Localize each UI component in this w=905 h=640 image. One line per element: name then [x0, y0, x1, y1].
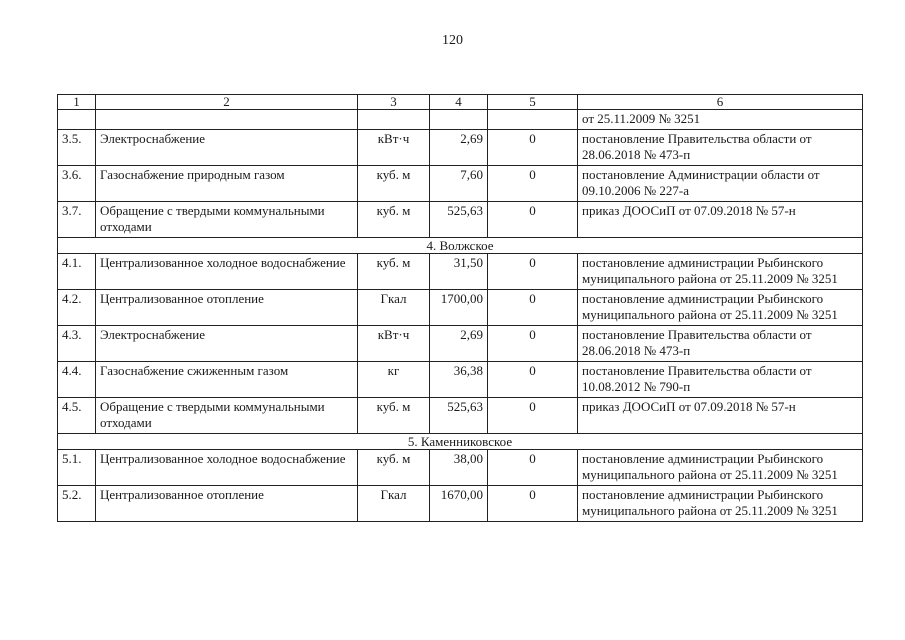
column-number: 3	[358, 95, 430, 110]
section-row	[58, 434, 863, 450]
zero-value: 0	[488, 130, 578, 166]
zero-value: 0	[488, 290, 578, 326]
service-name: Централизованное отопление	[96, 290, 358, 326]
tariff-table	[57, 94, 863, 522]
unit-of-measure: куб. м	[358, 450, 430, 486]
tariff-value: 7,60	[430, 166, 488, 202]
tariff-value: 2,69	[430, 326, 488, 362]
section-title: 4. Волжское	[58, 238, 863, 254]
tariff-value: 38,00	[430, 450, 488, 486]
column-number: 2	[96, 95, 358, 110]
tariff-value: 36,38	[430, 362, 488, 398]
unit-of-measure: Гкал	[358, 486, 430, 522]
tariff-value: 1700,00	[430, 290, 488, 326]
column-number: 5	[488, 95, 578, 110]
row-number: 4.1.	[58, 254, 96, 290]
unit-of-measure: куб. м	[358, 398, 430, 434]
row-number: 3.5.	[58, 130, 96, 166]
legal-basis: постановление администрации Рыбинского муниципального района от 25.11.2009 № 3251	[578, 450, 863, 486]
service-name: Электроснабжение	[96, 326, 358, 362]
unit-of-measure	[358, 110, 430, 130]
column-number: 1	[58, 95, 96, 110]
table-row	[58, 362, 863, 398]
unit-of-measure: кВт·ч	[358, 130, 430, 166]
service-name: Электроснабжение	[96, 130, 358, 166]
zero-value: 0	[488, 486, 578, 522]
service-name	[96, 110, 358, 130]
zero-value: 0	[488, 254, 578, 290]
unit-of-measure: куб. м	[358, 166, 430, 202]
zero-value: 0	[488, 326, 578, 362]
row-number: 5.1.	[58, 450, 96, 486]
legal-basis: постановление Правительства области от 28.06.2018 № 473-п	[578, 326, 863, 362]
service-name: Обращение с твердыми коммунальными отходами	[96, 202, 358, 238]
zero-value: 0	[488, 362, 578, 398]
column-number-row	[58, 95, 863, 110]
zero-value: 0	[488, 166, 578, 202]
tariff-value	[430, 110, 488, 130]
page-number: 120	[442, 33, 463, 48]
service-name: Газоснабжение сжиженным газом	[96, 362, 358, 398]
service-name: Централизованное холодное водоснабжение	[96, 450, 358, 486]
zero-value: 0	[488, 202, 578, 238]
section-row	[58, 238, 863, 254]
table-row	[58, 486, 863, 522]
legal-basis: постановление администрации Рыбинского муниципального района от 25.11.2009 № 3251	[578, 486, 863, 522]
section-title: 5. Каменниковское	[58, 434, 863, 450]
unit-of-measure: кВт·ч	[358, 326, 430, 362]
tariff-value: 2,69	[430, 130, 488, 166]
unit-of-measure: кг	[358, 362, 430, 398]
column-number: 6	[578, 95, 863, 110]
table-row	[58, 202, 863, 238]
service-name: Централизованное холодное водоснабжение	[96, 254, 358, 290]
legal-basis: от 25.11.2009 № 3251	[578, 110, 863, 130]
row-number: 4.4.	[58, 362, 96, 398]
table-row	[58, 290, 863, 326]
column-number: 4	[430, 95, 488, 110]
zero-value	[488, 110, 578, 130]
table-row	[58, 166, 863, 202]
service-name: Обращение с твердыми коммунальными отходами	[96, 398, 358, 434]
table-row	[58, 398, 863, 434]
row-number: 3.6.	[58, 166, 96, 202]
legal-basis: приказ ДООСиП от 07.09.2018 № 57-н	[578, 398, 863, 434]
zero-value: 0	[488, 398, 578, 434]
table-row	[58, 130, 863, 166]
service-name: Газоснабжение природным газом	[96, 166, 358, 202]
row-number: 5.2.	[58, 486, 96, 522]
tariff-value: 1670,00	[430, 486, 488, 522]
legal-basis: постановление Администрации области от 09.10.2006 № 227-а	[578, 166, 863, 202]
tariff-value: 525,63	[430, 398, 488, 434]
row-number	[58, 110, 96, 130]
service-name: Централизованное отопление	[96, 486, 358, 522]
zero-value: 0	[488, 450, 578, 486]
legal-basis: постановление Правительства области от 28.06.2018 № 473-п	[578, 130, 863, 166]
unit-of-measure: куб. м	[358, 254, 430, 290]
row-number: 4.5.	[58, 398, 96, 434]
row-number: 4.2.	[58, 290, 96, 326]
unit-of-measure: куб. м	[358, 202, 430, 238]
table-row	[58, 110, 863, 130]
table-row	[58, 326, 863, 362]
legal-basis: постановление Правительства области от 10.08.2012 № 790-п	[578, 362, 863, 398]
row-number: 3.7.	[58, 202, 96, 238]
tariff-value: 525,63	[430, 202, 488, 238]
unit-of-measure: Гкал	[358, 290, 430, 326]
legal-basis: постановление администрации Рыбинского муниципального района от 25.11.2009 № 3251	[578, 290, 863, 326]
tariff-value: 31,50	[430, 254, 488, 290]
table-row	[58, 254, 863, 290]
legal-basis: приказ ДООСиП от 07.09.2018 № 57-н	[578, 202, 863, 238]
legal-basis: постановление администрации Рыбинского муниципального района от 25.11.2009 № 3251	[578, 254, 863, 290]
table-row	[58, 450, 863, 486]
row-number: 4.3.	[58, 326, 96, 362]
